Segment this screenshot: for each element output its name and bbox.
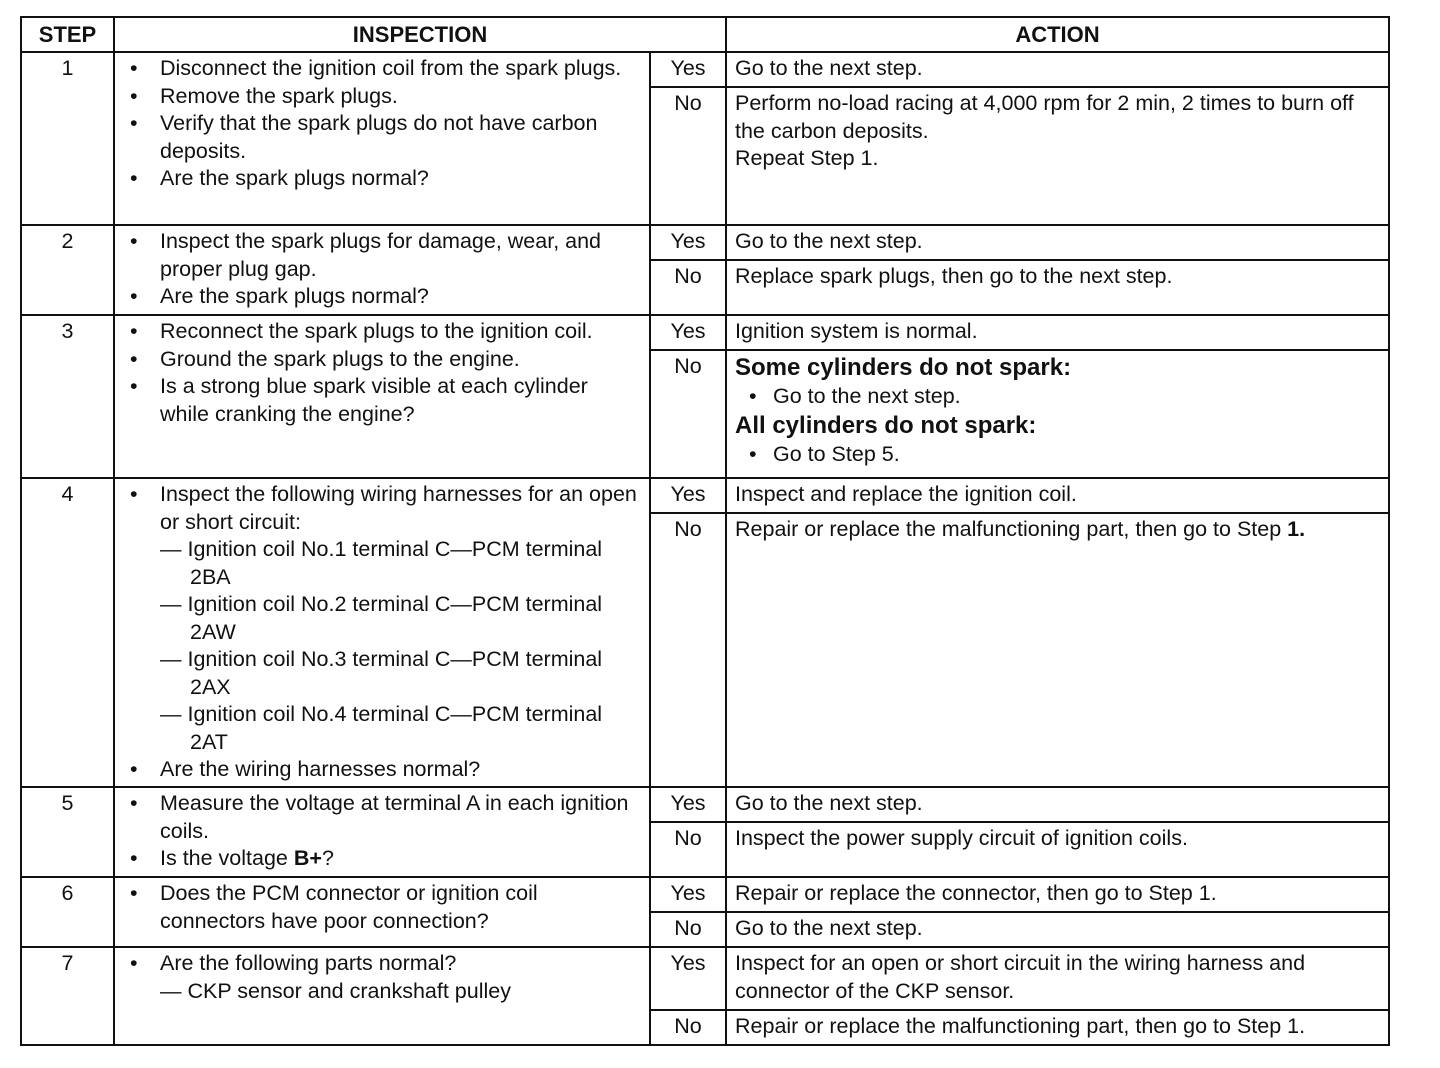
no-action-line: Perform no-load racing at 4,000 rpm for 2 min, 2 times to burn off the carbon deposits. [735, 91, 1354, 143]
no-action: Go to the next step. [726, 912, 1389, 947]
header-row [21, 17, 1389, 52]
no-label: No [650, 87, 726, 225]
inspection-item: • Reconnect the spark plugs to the ignition coil. [130, 319, 593, 343]
inspection-item: • Inspect the spark plugs for damage, wear, and proper plug gap. [130, 229, 602, 281]
inspection-item: • Ground the spark plugs to the engine. [130, 346, 520, 371]
step-1-inspection [114, 52, 650, 225]
step-6-inspection [114, 877, 650, 947]
header-step: STEP [21, 17, 114, 52]
step-number: 4 [21, 478, 114, 787]
inspection-item: • Are the spark plugs normal? [130, 284, 429, 308]
yes-action: Go to the next step. [726, 225, 1389, 260]
yes-label: Yes [650, 52, 726, 87]
inspection-item: • Are the spark plugs normal? [130, 166, 429, 190]
no-action: Repair or replace the malfunctioning part, then go to Step 1. [726, 1010, 1389, 1045]
yes-action: Ignition system is normal. [726, 315, 1389, 350]
parts-item: — CKP sensor and crankshaft pulley [160, 978, 511, 1003]
harness-item: — Ignition coil No.4 terminal C—PCM terminal 2AT [160, 702, 603, 754]
no-action: Repair or replace the malfunctioning part, then go to Step 1. [726, 513, 1389, 787]
inspection-item: • Does the PCM connector or ignition coil connectors have poor connection? [130, 881, 538, 933]
step-number: 1 [21, 52, 114, 225]
step-6-yes-row [21, 877, 1389, 912]
no-action: Replace spark plugs, then go to the next step. [726, 260, 1389, 315]
yes-label: Yes [650, 225, 726, 260]
step-4-inspection [114, 478, 650, 787]
inspection-item: • Measure the voltage at terminal A in each ignition coils. [130, 791, 629, 843]
step-2-inspection [114, 225, 650, 315]
inspection-item: • Is the voltage B+? [130, 846, 334, 870]
inspection-item: • Disconnect the ignition coil from the spark plugs. [130, 56, 622, 80]
no-label: No [650, 513, 726, 787]
inspection-item: • Are the following parts normal? — CKP sensor and crankshaft pulley [115, 950, 641, 1005]
yes-label: Yes [650, 877, 726, 912]
inspection-item: • Inspect the following wiring harnesses for an open or short circuit: — Ignition coil No.1 terminal C—PCM terminal 2BA — Ignition coil No.2 terminal C—PCM terminal 2AW — Ignition coil No.3 terminal C—PCM terminal 2AX — Ignition coil No.4 terminal C—PCM terminal 2AT [115, 481, 641, 756]
yes-action: Repair or replace the connector, then go to Step 1. [726, 877, 1389, 912]
step-7-yes-row [21, 947, 1389, 1010]
no-action: Inspect the power supply circuit of ignition coils. [726, 822, 1389, 877]
inspection-item: • Remove the spark plugs. [130, 83, 398, 108]
inspection-item: • Is a strong blue spark visible at each cylinder while cranking the engine? [130, 374, 588, 426]
step-4-yes-row [21, 478, 1389, 513]
no-label: No [650, 912, 726, 947]
step-7-inspection [114, 947, 650, 1045]
step-1-yes-row [21, 52, 1389, 87]
no-action-item: • Go to the next step. [749, 384, 961, 408]
inspection-item: • Verify that the spark plugs do not have carbon deposits. [130, 111, 598, 163]
no-label: No [650, 822, 726, 877]
harness-item: — Ignition coil No.3 terminal C—PCM terminal 2AX [160, 647, 603, 699]
troubleshooting-table [20, 16, 1390, 1046]
yes-action: Go to the next step. [726, 787, 1389, 822]
step-3-inspection [114, 315, 650, 478]
harness-item: — Ignition coil No.1 terminal C—PCM terminal 2BA [160, 537, 603, 589]
inspection-item: • Are the wiring harnesses normal? [130, 757, 481, 781]
no-action [726, 87, 1389, 225]
yes-action: Inspect and replace the ignition coil. [726, 478, 1389, 513]
no-action-heading: All cylinders do not spark: [735, 411, 1037, 439]
step-number: 7 [21, 947, 114, 1045]
step-number: 2 [21, 225, 114, 315]
yes-action: Go to the next step. [726, 52, 1389, 87]
no-label: No [650, 350, 726, 478]
no-label: No [650, 1010, 726, 1045]
yes-label: Yes [650, 947, 726, 1010]
step-number: 3 [21, 315, 114, 478]
yes-label: Yes [650, 315, 726, 350]
yes-label: Yes [650, 787, 726, 822]
harness-item: — Ignition coil No.2 terminal C—PCM terminal 2AW [160, 592, 603, 644]
step-5-yes-row [21, 787, 1389, 822]
no-action-item: • Go to Step 5. [749, 441, 900, 466]
step-3-yes-row [21, 315, 1389, 350]
step-2-yes-row [21, 225, 1389, 260]
header-inspection: INSPECTION [114, 17, 726, 52]
no-label: No [650, 260, 726, 315]
yes-action: Inspect for an open or short circuit in the wiring harness and connector of the CKP sensor. [726, 947, 1389, 1010]
step-5-inspection [114, 787, 650, 877]
step-number: 6 [21, 877, 114, 947]
yes-label: Yes [650, 478, 726, 513]
header-action: ACTION [726, 17, 1389, 52]
step-number: 5 [21, 787, 114, 877]
no-action [726, 350, 1389, 478]
no-action-line: Repeat Step 1. [735, 146, 879, 170]
no-action-heading: Some cylinders do not spark: [735, 354, 1072, 381]
